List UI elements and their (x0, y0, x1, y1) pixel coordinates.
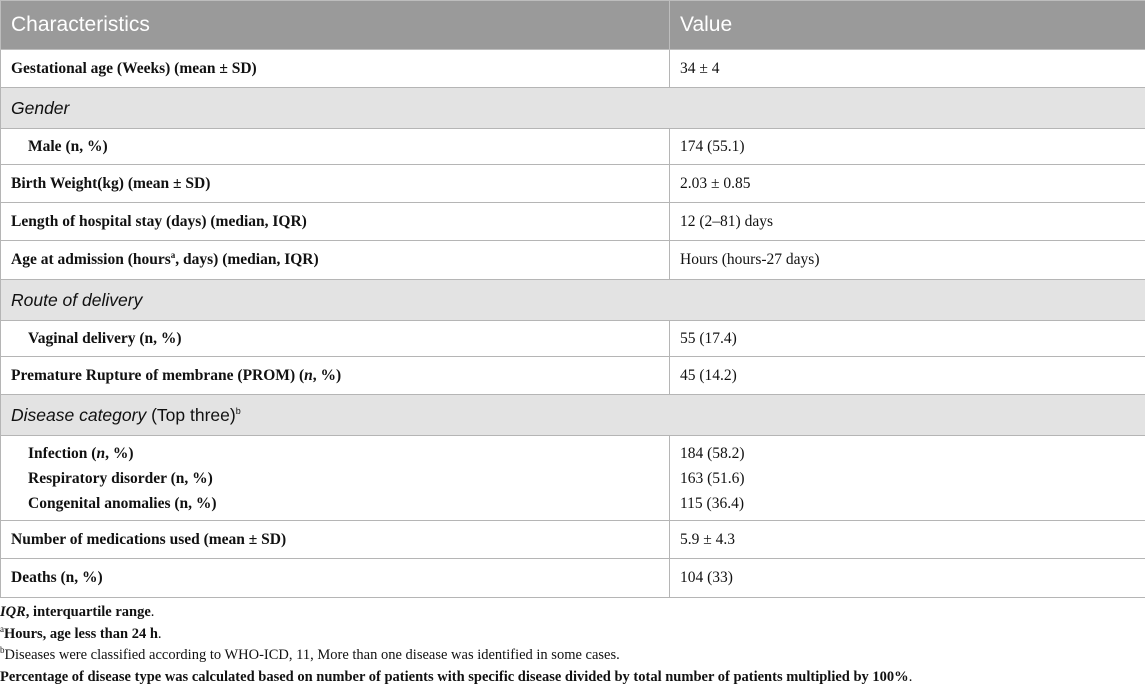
row-value: 5.9 ± 4.3 (670, 521, 1145, 559)
table-row (1, 203, 1145, 241)
footnote-iqr: IQR, interquartile range. (0, 602, 912, 624)
row-value: 55 (17.4) (670, 321, 1145, 357)
table-row (1, 559, 1145, 598)
row-value: 12 (2–81) days (670, 203, 1145, 241)
table-row (1, 521, 1145, 559)
row-label: Number of medications used (mean ± SD) (1, 521, 670, 559)
row-label: Male (n, %) (1, 129, 670, 165)
section-route: Route of delivery (1, 280, 1145, 321)
disease-values (670, 436, 1145, 521)
disease-labels (1, 436, 670, 521)
row-label: Vaginal delivery (n, %) (1, 321, 670, 357)
table-row (1, 321, 1145, 357)
row-label: Age at admission (hours$^a$, days) (median, IQR) (1, 241, 670, 280)
row-label: Gestational age (Weeks) (mean ± SD) (1, 50, 670, 88)
row-label: Deaths (n, %) (1, 559, 670, 598)
row-value: 184 (58.2) (680, 441, 1145, 466)
table-row (1, 241, 1145, 280)
row-label: Premature Rupture of membrane (PROM) (n, %) (1, 357, 670, 395)
header-value: Value (670, 1, 1145, 50)
row-label: Infection (n, %) (28, 441, 669, 466)
table-row (1, 129, 1145, 165)
row-value: 174 (55.1) (670, 129, 1145, 165)
table-row (1, 50, 1145, 88)
table-footnotes (0, 602, 912, 688)
header-row (1, 1, 1145, 50)
section-gender: Gender (1, 88, 1145, 129)
row-value: 34 ± 4 (670, 50, 1145, 88)
row-value: 2.03 ± 0.85 (670, 165, 1145, 203)
row-value: Hours (hours-27 days) (670, 241, 1145, 280)
row-value: 163 (51.6) (680, 466, 1145, 491)
section-row (1, 395, 1145, 436)
footnote-percentage: Percentage of disease type was calculated based on number of patients with specific disease divided by total number of patients multiplied by 100%. (0, 667, 912, 688)
footnote-b: $^b$Diseases were classified according to WHO-ICD, 11, More than one disease was identified in some cases. (0, 645, 912, 667)
row-label: Birth Weight(kg) (mean ± SD) (1, 165, 670, 203)
row-label: Congenital anomalies (n, %) (28, 491, 669, 516)
row-label: Respiratory disorder (n, %) (28, 466, 669, 491)
header-characteristics: Characteristics (1, 1, 670, 50)
row-value: 104 (33) (670, 559, 1145, 598)
section-row (1, 280, 1145, 321)
table-row-disease-group (1, 436, 1145, 521)
footnote-a: $^a$Hours, age less than 24 h. (0, 624, 912, 646)
section-disease: Disease category (Top three)$^b$ (1, 395, 1145, 436)
row-label: Length of hospital stay (days) (median, IQR) (1, 203, 670, 241)
table-row (1, 357, 1145, 395)
row-value: 45 (14.2) (670, 357, 1145, 395)
row-value: 115 (36.4) (680, 491, 1145, 516)
table-row (1, 165, 1145, 203)
section-row (1, 88, 1145, 129)
